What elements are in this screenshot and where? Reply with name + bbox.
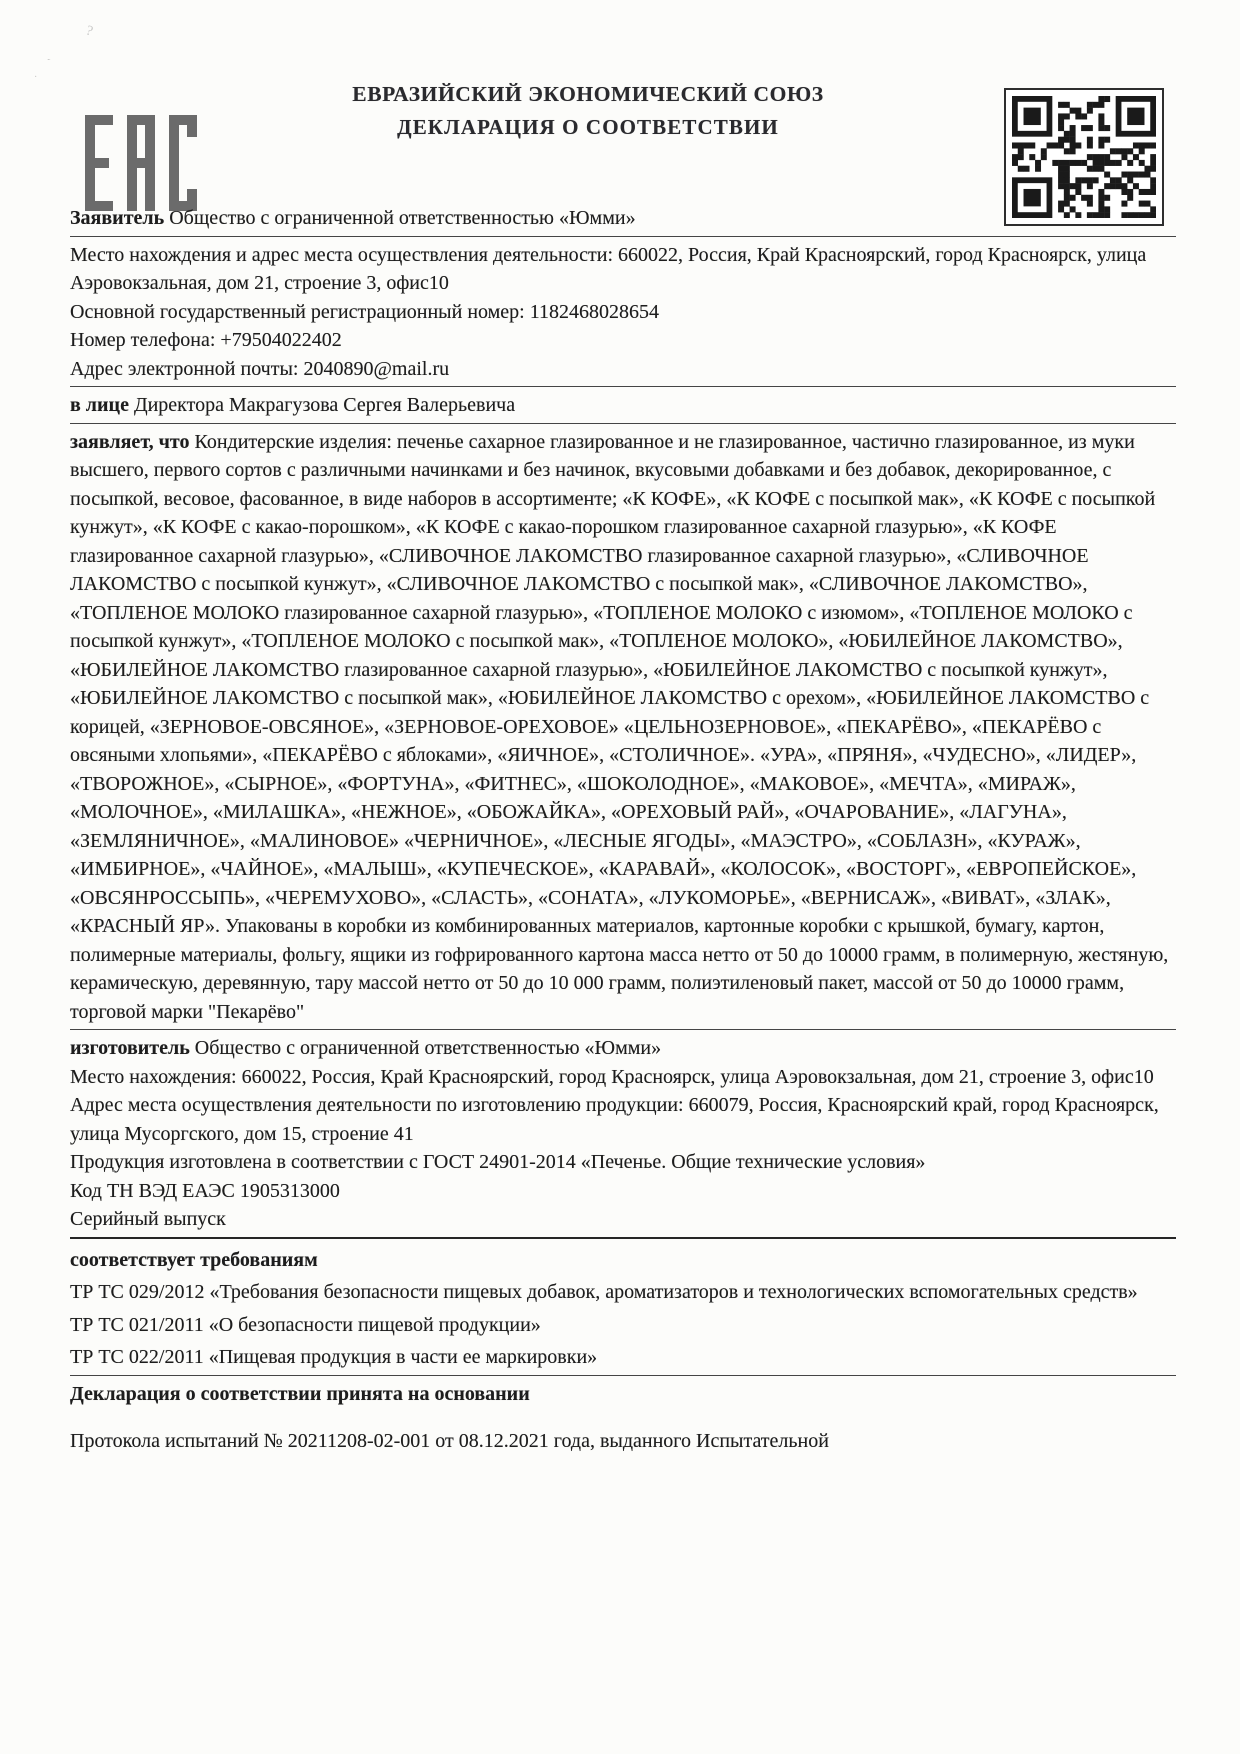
compliance-heading: соответствует требованиям	[70, 1248, 318, 1271]
manufacturer-label: изготовитель	[70, 1037, 190, 1059]
pencil-mark: ˏ	[40, 48, 52, 62]
document-title-block	[288, 82, 888, 140]
applicant-ogrn: Основной государственный регистрационный номер: 1182468028654	[70, 300, 659, 323]
applicant-email: Адрес электронной почты: 2040890@mail.ru	[70, 355, 1176, 388]
representative-line	[70, 391, 1176, 424]
basis-heading: Декларация о соответствии принята на основании	[70, 1382, 530, 1405]
manufacturer-name: Общество с ограниченной ответственностью «Юмми»	[189, 1037, 662, 1059]
eac-mark-icon	[85, 113, 197, 213]
applicant-phone: Номер телефона: +79504022402	[70, 329, 342, 351]
representative-label: в лице	[70, 394, 129, 416]
representative-name: Директора Макрагузова Сергея Валерьевича	[128, 394, 516, 416]
regulation-item: ТР ТС 022/2011 «Пищевая продукция в части ее маркировки»	[70, 1343, 1176, 1376]
union-title: ЕВРАЗИЙСКИЙ ЭКОНОМИЧЕСКИЙ СОЮЗ	[352, 82, 824, 106]
document-body	[70, 204, 1176, 1456]
pencil-mark: ?	[83, 23, 95, 40]
applicant-name: Общество с ограниченной ответственностью «Юмми»	[164, 207, 636, 229]
declaration-paragraph	[70, 428, 1176, 1031]
declaration-text: Кондитерские изделия: печенье сахарное глазированное и не глазированное, частично глазированное, из муки высшего, первого сортов с различными начинками и без начинок, вкусовыми добавками и без добавок, декорированное, с посыпкой, весовое, фасованное, в виде наборов в ассортименте; «К КОФЕ», «К КОФЕ с посыпкой мак», «К КОФЕ с посыпкой кунжут», «К КОФЕ с какао-порошком», «К КОФЕ с какао-порошком глазированное сахарной глазурью», «К КОФЕ глазированное сахарной глазурью», «СЛИВОЧНОЕ ЛАКОМСТВО глазированное сахарной глазурью», «СЛИВОЧНОЕ ЛАКОМСТВО с посыпкой кунжут», «СЛИВОЧНОЕ ЛАКОМСТВО с посыпкой мак», «СЛИВОЧНОЕ ЛАКОМСТВО», «ТОПЛЕНОЕ МОЛОКО глазированное сахарной глазурью», «ТОПЛЕНОЕ МОЛОКО с изюмом», «ТОПЛЕНОЕ МОЛОКО с посыпкой кунжут», «ТОПЛЕНОЕ МОЛОКО с посыпкой мак», «ТОПЛЕНОЕ МОЛОКО», «ЮБИЛЕЙНОЕ ЛАКОМСТВО», «ЮБИЛЕЙНОЕ ЛАКОМСТВО глазированное сахарной глазурью», «ЮБИЛЕЙНОЕ ЛАКОМСТВО с посыпкой кунжут», «ЮБИЛЕЙНОЕ ЛАКОМСТВО с посыпкой мак», «ЮБИЛЕЙНОЕ ЛАКОМСТВО с орехом», «ЮБИЛЕЙНОЕ ЛАКОМСТВО с корицей, «ЗЕРНОВОЕ-ОВСЯНОЕ», «ЗЕРНОВОЕ-ОРЕХОВОЕ» «ЦЕЛЬНОЗЕРНОВОЕ», «ПЕКАРЁВО», «ПЕКАРЁВО с овсяными хлопьями», «ПЕКАРЁВО с яблоками», «ЯИЧНОЕ», «СТОЛИЧНОЕ». «УРА», «ПРЯНЯ», «ЧУДЕСНО», «ЛИДЕР», «ТВОРОЖНОЕ», «СЫРНОЕ», «ФОРТУНА», «ФИТНЕС», «ШОКОЛОДНОЕ», «МАКОВОЕ», «МЕЧТА», «МИРАЖ», «МОЛОЧНОЕ», «МИЛАШКА», «НЕЖНОЕ», «ОБОЖАЙКА», «ОРЕХОВЫЙ РАЙ», «ОЧАРОВАНИЕ», «ЛАГУНА», «ЗЕМЛЯНИЧНОЕ», «МАЛИНОВОЕ» «ЧЕРНИЧНОЕ», «ЛЕСНЫЕ ЯГОДЫ», «МАЭСТРО», «СОБЛАЗН», «КУРАЖ», «ИМБИРНОЕ», «ЧАЙНОЕ», «МАЛЫШ», «КУПЕЧЕСКОЕ», «КАРАВАЙ», «КОЛОСОК», «ВОСТОРГ», «ЕВРОПЕЙСКОЕ», «ОВСЯНРОССЫПЬ», «ЧЕРЕМУХОВО», «СЛАСТЬ», «СОНАТА», «ЛУКОМОРЬЕ», «ВЕРНИСАЖ», «ВИВАТ», «ЗЛАК», «КРАСНЫЙ ЯР». Упакованы в коробки из комбинированных материалов, картонные коробки с крышкой, бумагу, картон, полимерные материалы, фольгу, ящики из гофрированного картона масса нетто от 50 до 10000 грамм, в полимерную, жестяную, керамическую, деревянную, тару массой нетто от 50 до 10 000 грамм, полиэтиленовый пакет, массой от 50 до 10000 грамм, торговой марки "Пекарёво"	[70, 430, 1169, 1023]
serial-release: Серийный выпуск	[70, 1205, 1176, 1239]
manufacturer-production-address: Адрес места осуществления деятельности по изготовлению продукции: 660079, Россия, Красноярский край, город Красноярск, улица Мусоргского, дом 15, строение 41	[70, 1094, 1159, 1145]
applicant-line	[70, 204, 1176, 237]
manufacturer-gost: Продукция изготовлена в соответствии с ГОСТ 24901-2014 «Печенье. Общие технические условия»	[70, 1151, 926, 1173]
applicant-label: Заявитель	[70, 207, 165, 229]
document-title: ДЕКЛАРАЦИЯ О СООТВЕТСТВИИ	[397, 115, 779, 139]
declaration-label: заявляет, что	[70, 430, 190, 453]
manufacturer-tnved-code: Код ТН ВЭД ЕАЭС 1905313000	[70, 1179, 340, 1202]
basis-text: Протокола испытаний № 20211208-02-001 от 08.12.2021 года, выданного Испытательной	[70, 1430, 829, 1452]
regulation-item: ТР ТС 029/2012 «Требования безопасности пищевых добавок, ароматизаторов и технологических вспомогательных средств»	[70, 1281, 1138, 1303]
pencil-mark: ·	[34, 72, 38, 83]
manufacturer-address: Место нахождения: 660022, Россия, Край Красноярский, город Красноярск, улица Аэровокзальная, дом 21, строение 3, офис10	[70, 1065, 1154, 1088]
applicant-address: Место нахождения и адрес места осуществления деятельности: 660022, Россия, Край Красноярский, город Красноярск, улица Аэровокзальная, дом 21, строение 3, офис10	[70, 243, 1147, 294]
manufacturer-line	[70, 1034, 1176, 1063]
regulation-item: ТР ТС 021/2011 «О безопасности пищевой продукции»	[70, 1313, 541, 1336]
